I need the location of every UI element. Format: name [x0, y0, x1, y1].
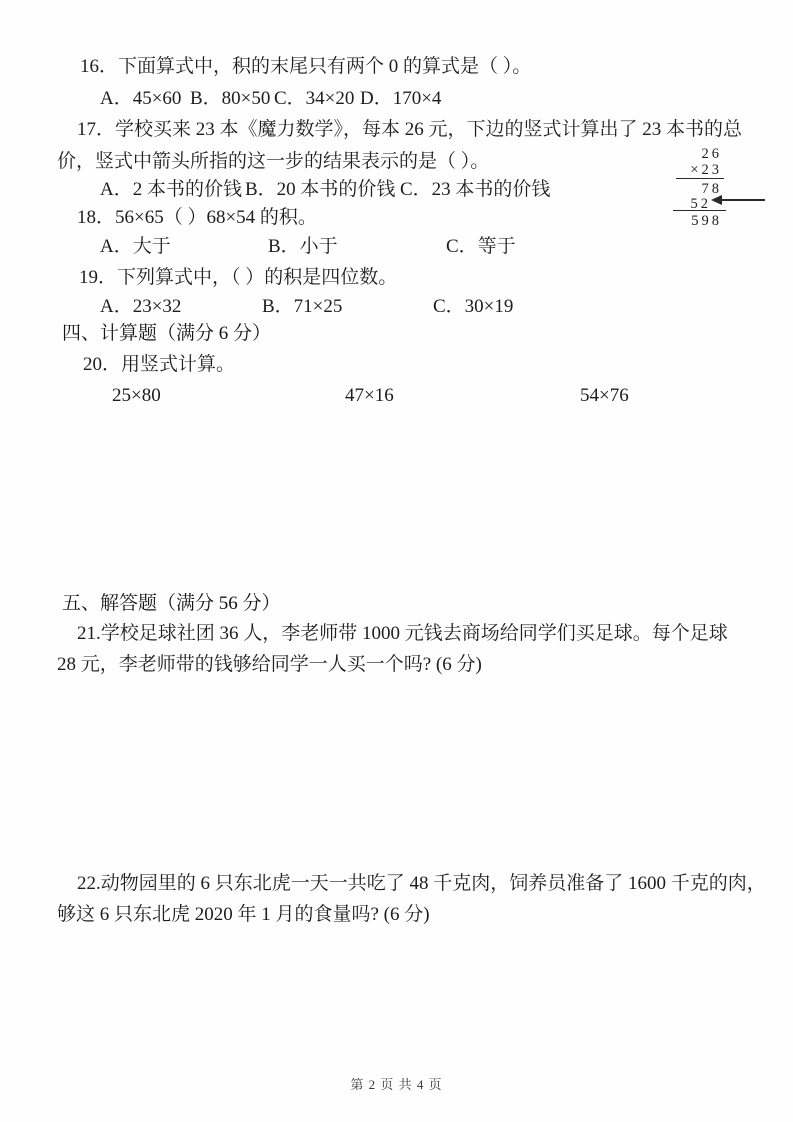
section-5-heading: 五、解答题（满分 56 分）	[62, 593, 281, 614]
question-16-option-b: B．80×50	[190, 88, 271, 109]
question-20-problem-1: 25×80	[112, 385, 161, 406]
calc-partial-tens: 52	[690, 196, 711, 212]
question-22-text-line2: 够这 6 只东北虎 2020 年 1 月的食量吗? (6 分)	[57, 904, 430, 925]
question-20-problem-3: 54×76	[580, 385, 629, 406]
question-18-option-c: C．等于	[446, 236, 516, 257]
question-19-option-b: B．71×25	[262, 296, 343, 317]
calc-partial-ones: 78	[701, 181, 722, 197]
question-16-option-c: C．34×20	[274, 88, 355, 109]
question-20-problem-2: 47×16	[345, 385, 394, 406]
question-17-option-b: B．20 本书的价钱	[245, 179, 396, 200]
question-21-text-line1: 21.学校足球社团 36 人，李老师带 1000 元钱去商场给同学们买足球。每个足球	[77, 623, 728, 644]
calc-rule-top	[676, 178, 724, 179]
arrow-shaft	[721, 199, 765, 201]
question-22-text-line1: 22.动物园里的 6 只东北虎一天一共吃了 48 千克肉，饲养员准备了 1600 千克的肉，	[77, 873, 766, 894]
question-17-text-line1: 17．学校买来 23 本《魔力数学》，每本 26 元，下边的竖式计算出了 23 本书的总	[77, 119, 743, 140]
calc-multiplier: ×23	[690, 162, 722, 178]
calc-multiplicand: 26	[701, 146, 722, 162]
question-16-option-a: A．45×60	[100, 88, 182, 109]
question-21-text-line2: 28 元，李老师带的钱够给同学一人买一个吗? (6 分)	[57, 654, 482, 675]
question-18-option-a: A．大于	[100, 236, 171, 257]
calc-rule-bottom	[673, 210, 726, 211]
question-19-text: 19．下列算式中，（ ）的积是四位数。	[79, 267, 398, 288]
question-18-text: 18．56×65（ ）68×54 的积。	[77, 207, 317, 228]
question-16-option-d: D．170×4	[360, 88, 442, 109]
question-16-text: 16．下面算式中，积的末尾只有两个 0 的算式是（ ）。	[80, 56, 532, 77]
page-number-footer: 第 2 页 共 4 页	[350, 1077, 443, 1092]
question-17-option-c: C．23 本书的价钱	[400, 179, 551, 200]
question-17-text-line2: 价，竖式中箭头所指的这一步的结果表示的是（ ）。	[57, 151, 490, 172]
question-20-text: 20．用竖式计算。	[83, 354, 236, 375]
question-18-option-b: B．小于	[268, 236, 338, 257]
calc-product: 598	[691, 213, 722, 229]
question-19-option-a: A．23×32	[100, 296, 182, 317]
question-17-option-a: A．2 本书的价钱	[100, 179, 242, 200]
question-19-option-c: C．30×19	[433, 296, 514, 317]
section-4-heading: 四、计算题（满分 6 分）	[62, 323, 272, 344]
